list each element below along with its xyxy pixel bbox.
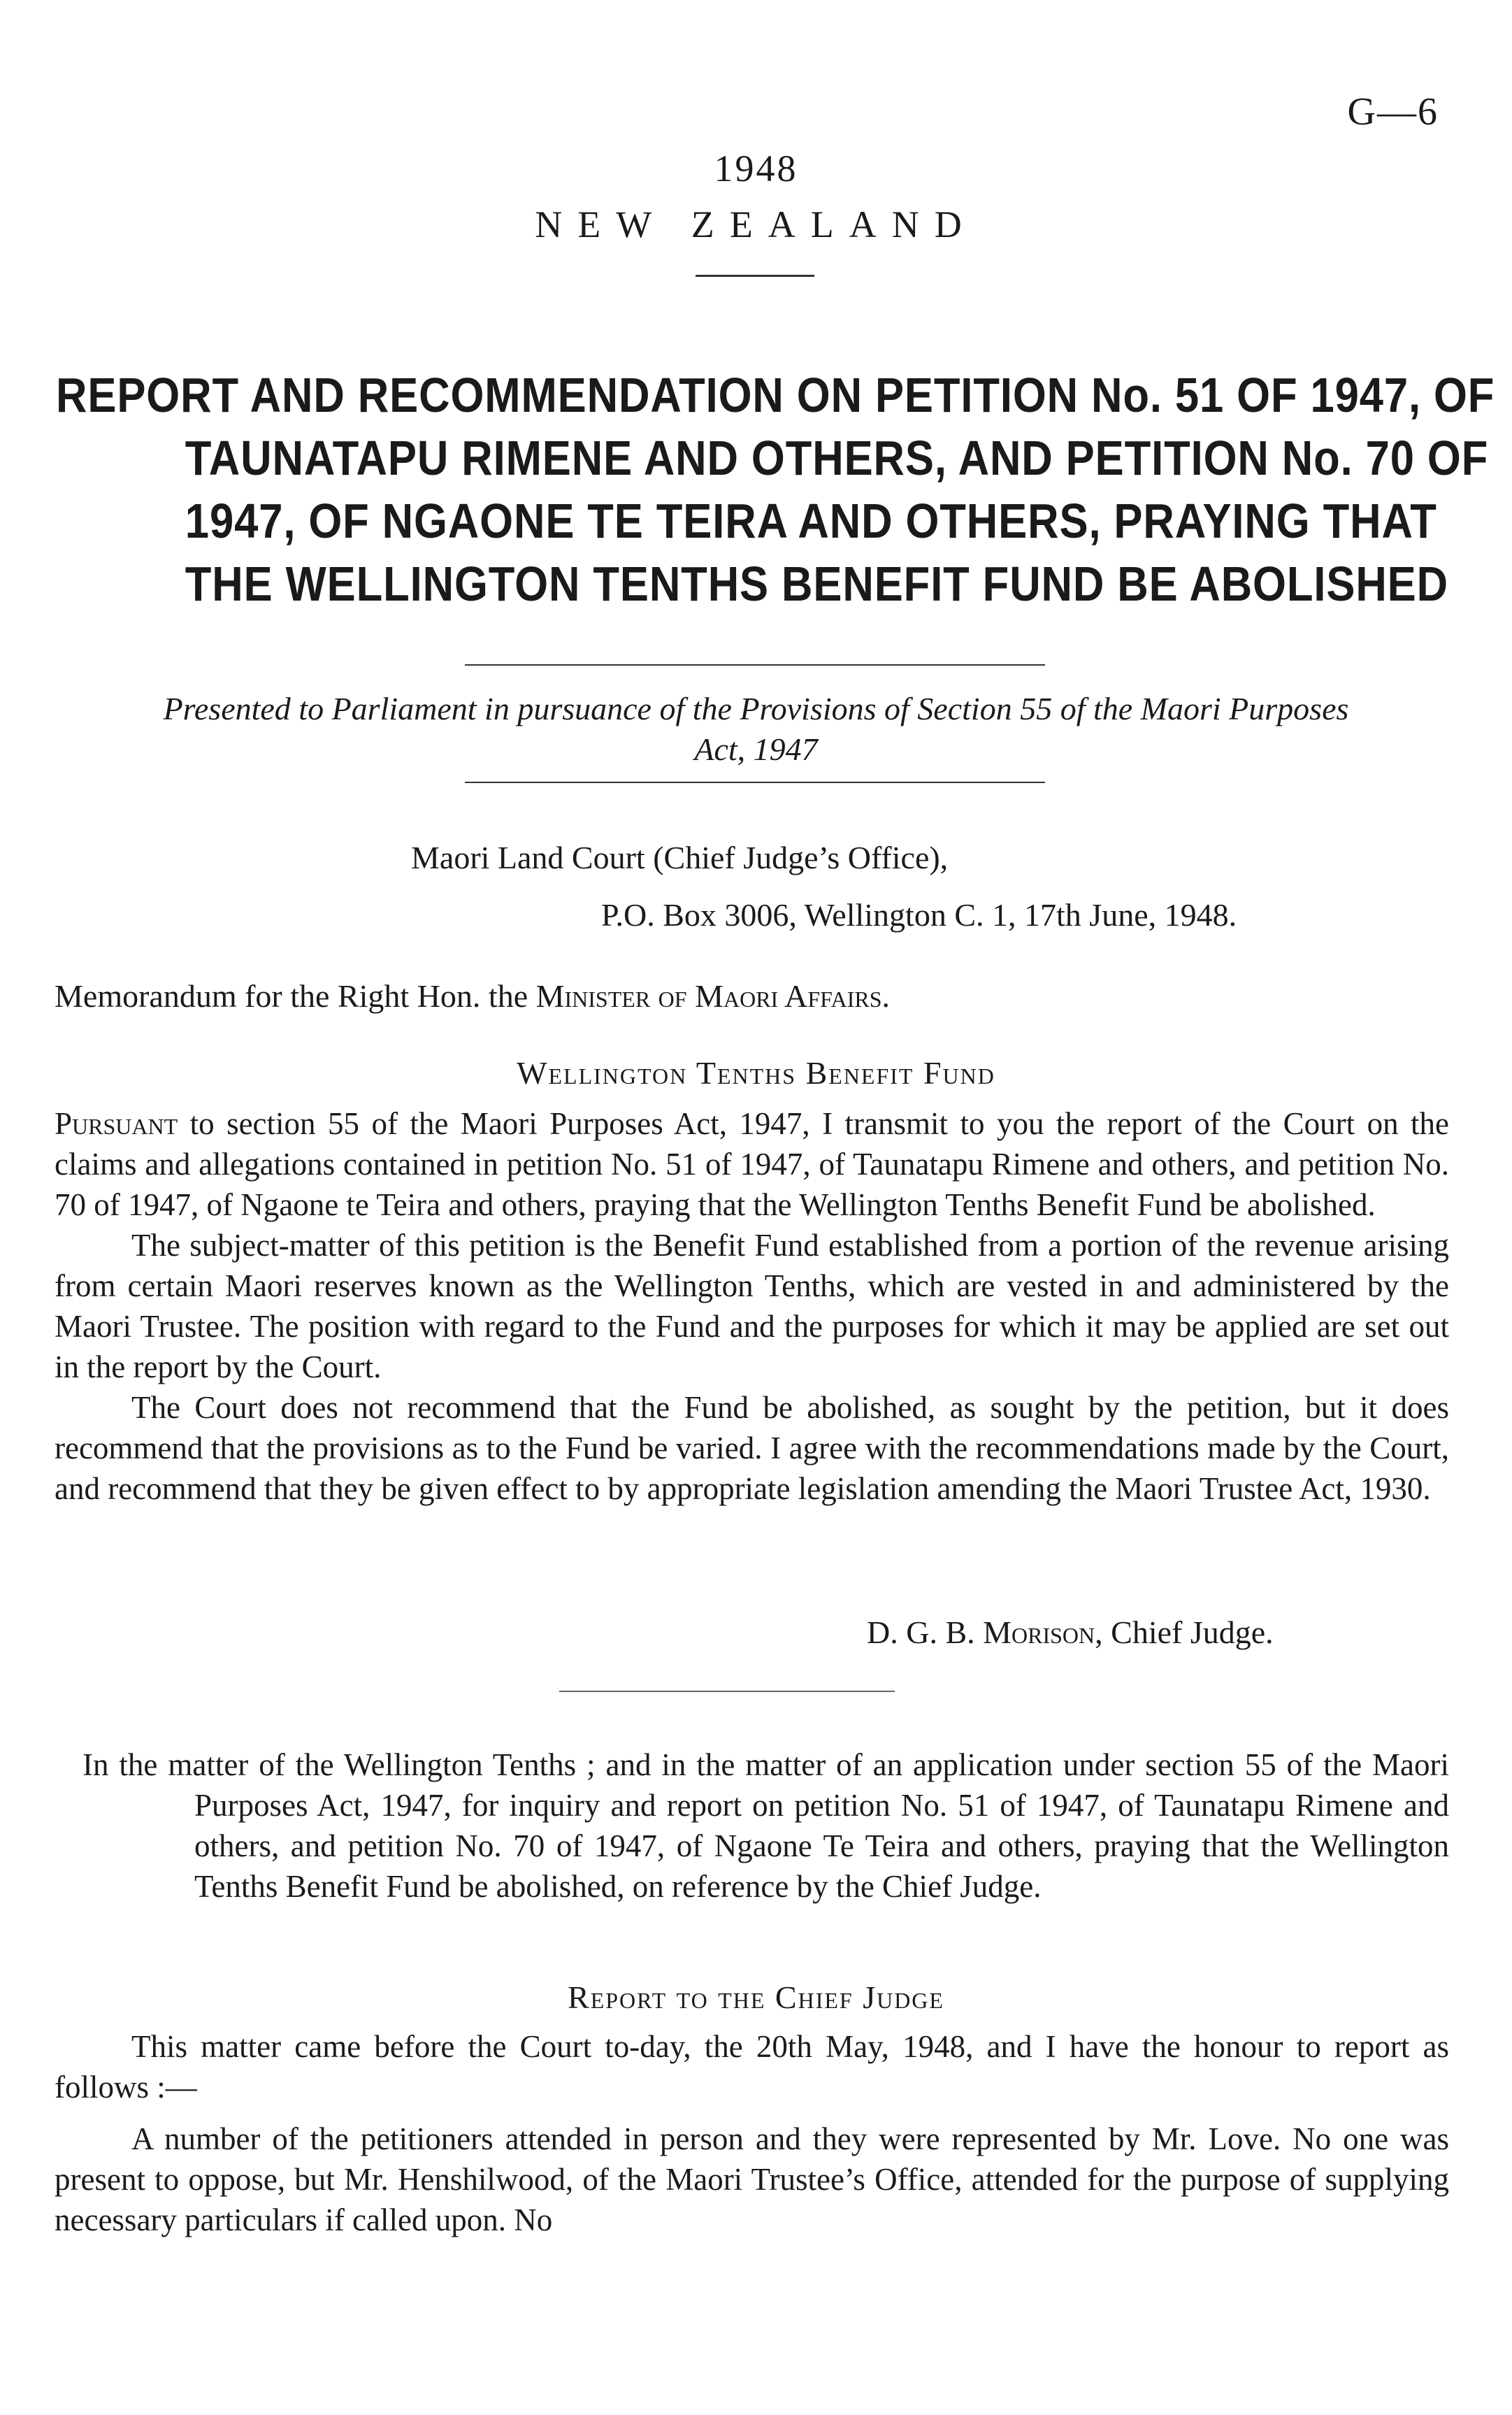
signatory-title: , Chief Judge. [1095, 1614, 1274, 1650]
memo-addressee: Minister of Maori Affairs. [535, 978, 890, 1014]
section-heading: Report to the Chief Judge [568, 1979, 944, 2015]
office-address: P.O. Box 3006, Wellington C. 1, 17th June, 1948. [601, 897, 1237, 933]
document-reference: G—6 [1347, 90, 1439, 134]
office-address: Maori Land Court (Chief Judge’s Office), [411, 840, 949, 875]
paragraph: The Court does not recommend that the Fund be abolished, as sought by the petition, but it does recommend that the provisions as to the Fund be varied. I agree with the recommendations made by the Court, and recommend that they be given effect to by appropriate legislation amending the Maori Trustee Act, 1930. [55, 1390, 1449, 1506]
country-heading: NEW ZEALAND [535, 203, 977, 245]
report-body [55, 2026, 1449, 2240]
signature [867, 1614, 1274, 1651]
title-line: TAUNATAPU RIMENE AND OTHERS, AND PETITION No. 70 OF [185, 431, 1489, 485]
memo-prefix: Memorandum for the Right Hon. the [55, 978, 536, 1014]
paragraph [55, 1103, 1449, 1225]
report-body [55, 1103, 1449, 1509]
presented-line: Act, 1947 [694, 731, 818, 767]
divider [559, 1691, 895, 1692]
memorandum-line [55, 977, 890, 1015]
document-year: 1948 [714, 148, 798, 189]
paragraph-lead: Pursuant [55, 1106, 178, 1141]
paragraph-text: to section 55 of the Maori Purposes Act, 1947, I transmit to you the report of the Court on the claims and allegations contained in petition No. 51 of 1947, of Taunatapu Rimene and others, and petition No. 70 of 1947, of Ngaone te Teira and others, praying that the Wellington Tenths Benefit Fund be abolished. [55, 1106, 1449, 1222]
matter-statement: In the matter of the Wellington Tenths ; and in the matter of an application under section 55 of the Maori Purposes Act, 1947, for inquiry and report on petition No. 51 of 1947, of Taunatapu Rimene and others, and petition No. 70 of 1947, of Ngaone Te Teira and others, praying that the Wellington Tenths Benefit Fund be abolished, on reference by the Chief Judge. [82, 1747, 1449, 1904]
presented-line: Presented to Parliament in pursuance of the Provisions of Section 55 of the Maori Purposes [163, 691, 1349, 726]
title-line: THE WELLINGTON TENTHS BENEFIT FUND BE ABOLISHED [185, 557, 1449, 611]
section-heading: Wellington Tenths Benefit Fund [517, 1055, 995, 1091]
paragraph: This matter came before the Court to-day, the 20th May, 1948, and I have the honour to report as follows :— [55, 2029, 1449, 2105]
paragraph: A number of the petitioners attended in person and they were represented by Mr. Love. No one was present to oppose, but Mr. Henshilwood, of the Maori Trustee’s Office, attended for the purpose of supplying necessary particulars if called upon. No [55, 2121, 1449, 2237]
paragraph: The subject-matter of this petition is the Benefit Fund established from a portion of the revenue arising from certain Maori reserves known as the Wellington Tenths, which are vested in and administered by the Maori Trustee. The position with regard to the Fund and the purposes for which it may be applied are set out in the report by the Court. [55, 1228, 1449, 1384]
divider [465, 782, 1045, 783]
title-line: REPORT AND RECOMMENDATION ON PETITION No. 51 OF 1947, OF [56, 368, 1495, 422]
presented-note [0, 689, 1512, 770]
divider [696, 275, 814, 277]
report-title [56, 364, 1495, 615]
title-line: 1947, OF NGAONE TE TEIRA AND OTHERS, PRAYING THAT [185, 494, 1437, 548]
signatory-name: D. G. B. Morison [867, 1614, 1095, 1650]
divider [465, 664, 1045, 666]
